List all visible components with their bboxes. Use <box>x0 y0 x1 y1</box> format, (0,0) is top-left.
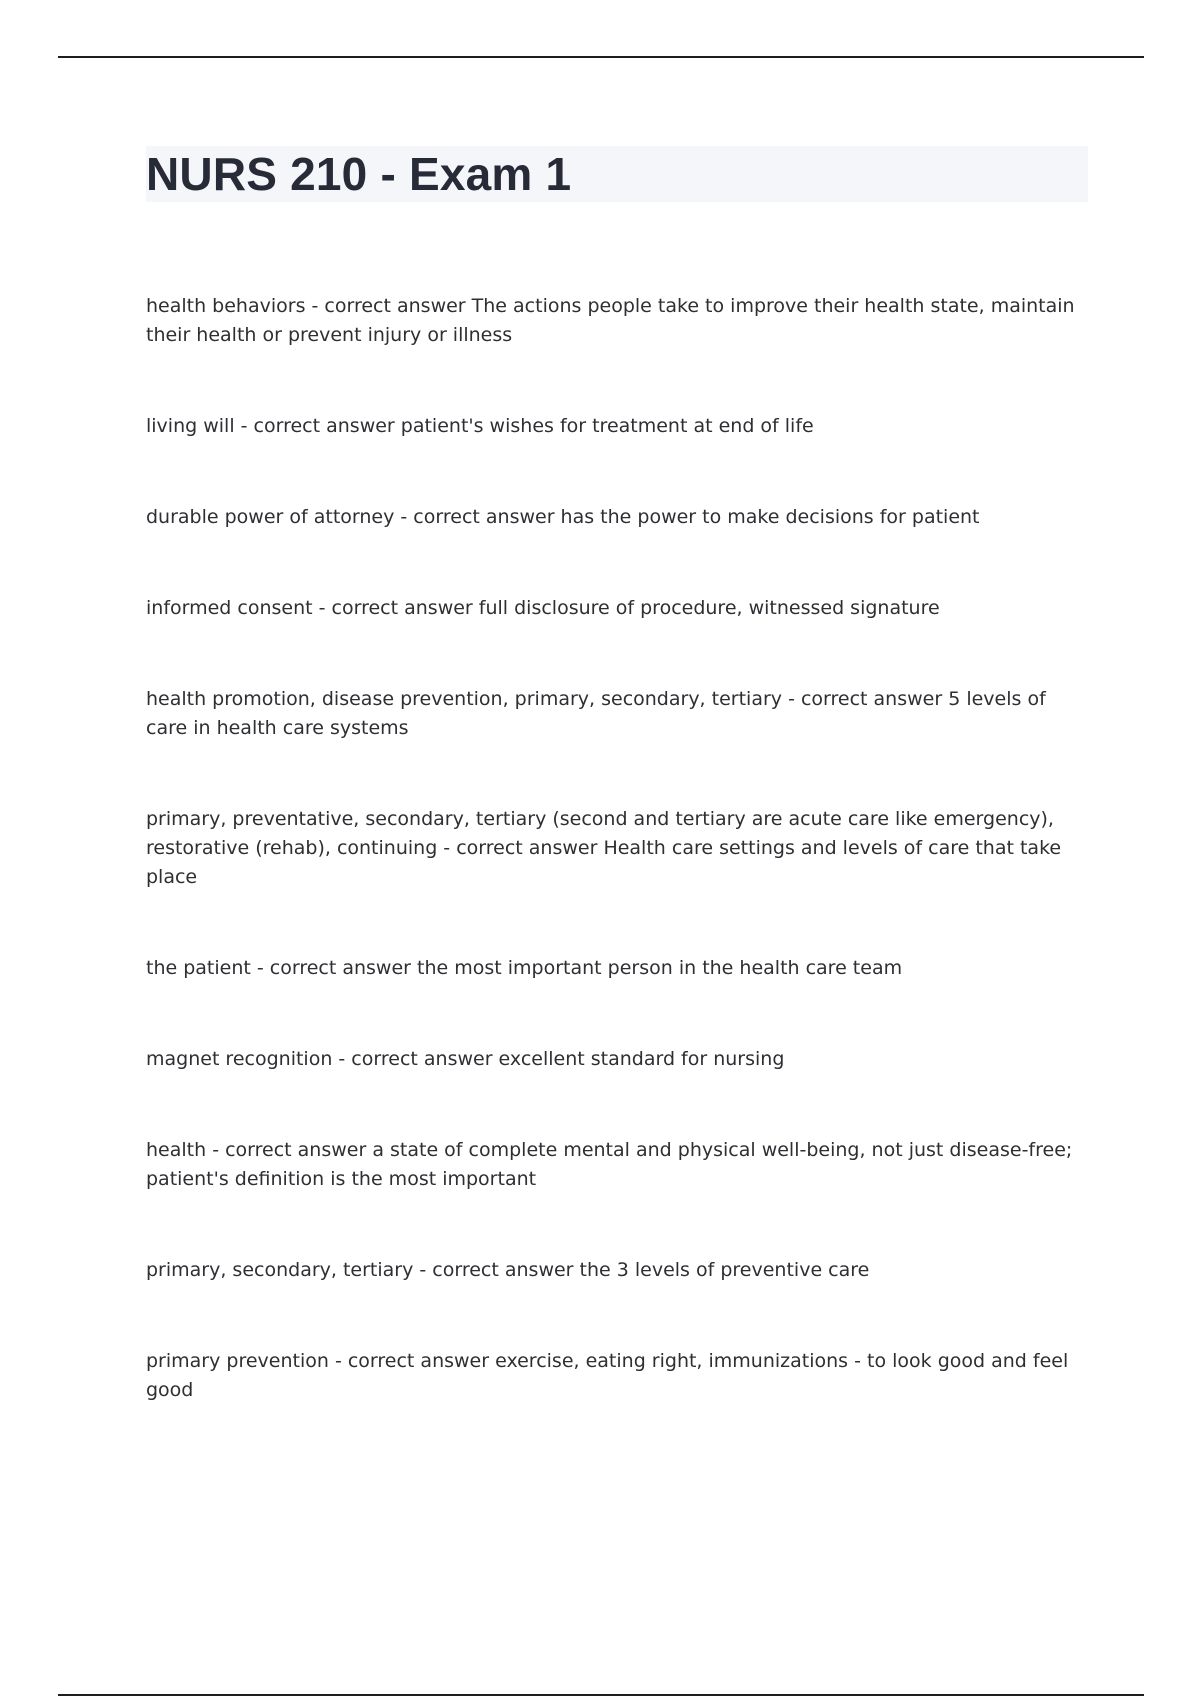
card-separator: - correct answer <box>250 957 418 979</box>
card-answer: Health care settings and levels of care that take place <box>146 837 1062 888</box>
card-term: health promotion, disease prevention, primary, secondary, tertiary <box>146 688 783 710</box>
card-separator: - correct answer <box>332 1048 499 1070</box>
card-separator: - correct answer <box>305 295 472 317</box>
card-term: the patient <box>146 957 251 979</box>
card-separator: - correct answer <box>782 688 949 710</box>
flashcard-item <box>146 954 1088 983</box>
flashcard-item <box>146 1256 1088 1285</box>
card-separator: - correct answer <box>328 1350 496 1372</box>
card-separator: - correct answer <box>394 506 561 528</box>
card-term: primary, secondary, tertiary <box>146 1259 414 1281</box>
flashcard-item <box>146 685 1088 743</box>
card-term: informed consent <box>146 597 313 619</box>
card-separator: - correct answer <box>437 837 604 859</box>
card-answer: 5 levels of care in health care systems <box>146 688 1046 739</box>
card-term: health behaviors <box>146 295 306 317</box>
card-answer: full disclosure of procedure, witnessed signature <box>478 597 940 619</box>
flashcard-item <box>146 1136 1088 1194</box>
card-answer: the most important person in the health care team <box>417 957 903 979</box>
card-answer: has the power to make decisions for patient <box>560 506 980 528</box>
bottom-rule <box>58 1694 1144 1696</box>
card-separator: - correct answer <box>413 1259 580 1281</box>
card-separator: - correct answer <box>234 415 401 437</box>
flashcard-item <box>146 805 1088 892</box>
card-answer: The actions people take to improve their health state, maintain their health or prevent injury or illness <box>146 295 1075 346</box>
card-term: health <box>146 1139 207 1161</box>
card-term: living will <box>146 415 235 437</box>
card-separator: - correct answer <box>312 597 479 619</box>
card-answer: a state of complete mental and physical well-being, not just disease-free; patient's definition is the most important <box>146 1139 1073 1190</box>
card-answer: excellent standard for nursing <box>498 1048 785 1070</box>
flashcard-list <box>146 292 1088 1405</box>
card-answer: the 3 levels of preventive care <box>579 1259 870 1281</box>
top-rule <box>58 56 1144 58</box>
card-term: primary, preventative, secondary, tertiary (second and tertiary are acute care like emergency), restorative (rehab), continuing <box>146 808 1054 859</box>
flashcard-item <box>146 503 1088 532</box>
card-term: magnet recognition <box>146 1048 333 1070</box>
card-term: primary prevention <box>146 1350 329 1372</box>
card-separator: - correct answer <box>206 1139 373 1161</box>
title-band <box>146 146 1088 202</box>
flashcard-item <box>146 1347 1088 1405</box>
flashcard-item <box>146 594 1088 623</box>
page-title: NURS 210 - Exam 1 <box>146 148 572 200</box>
card-term: durable power of attorney <box>146 506 395 528</box>
flashcard-item <box>146 292 1088 350</box>
flashcard-item <box>146 1045 1088 1074</box>
card-answer: patient's wishes for treatment at end of life <box>400 415 814 437</box>
card-answer: exercise, eating right, immunizations - to look good and feel good <box>146 1350 1069 1401</box>
flashcard-item <box>146 412 1088 441</box>
